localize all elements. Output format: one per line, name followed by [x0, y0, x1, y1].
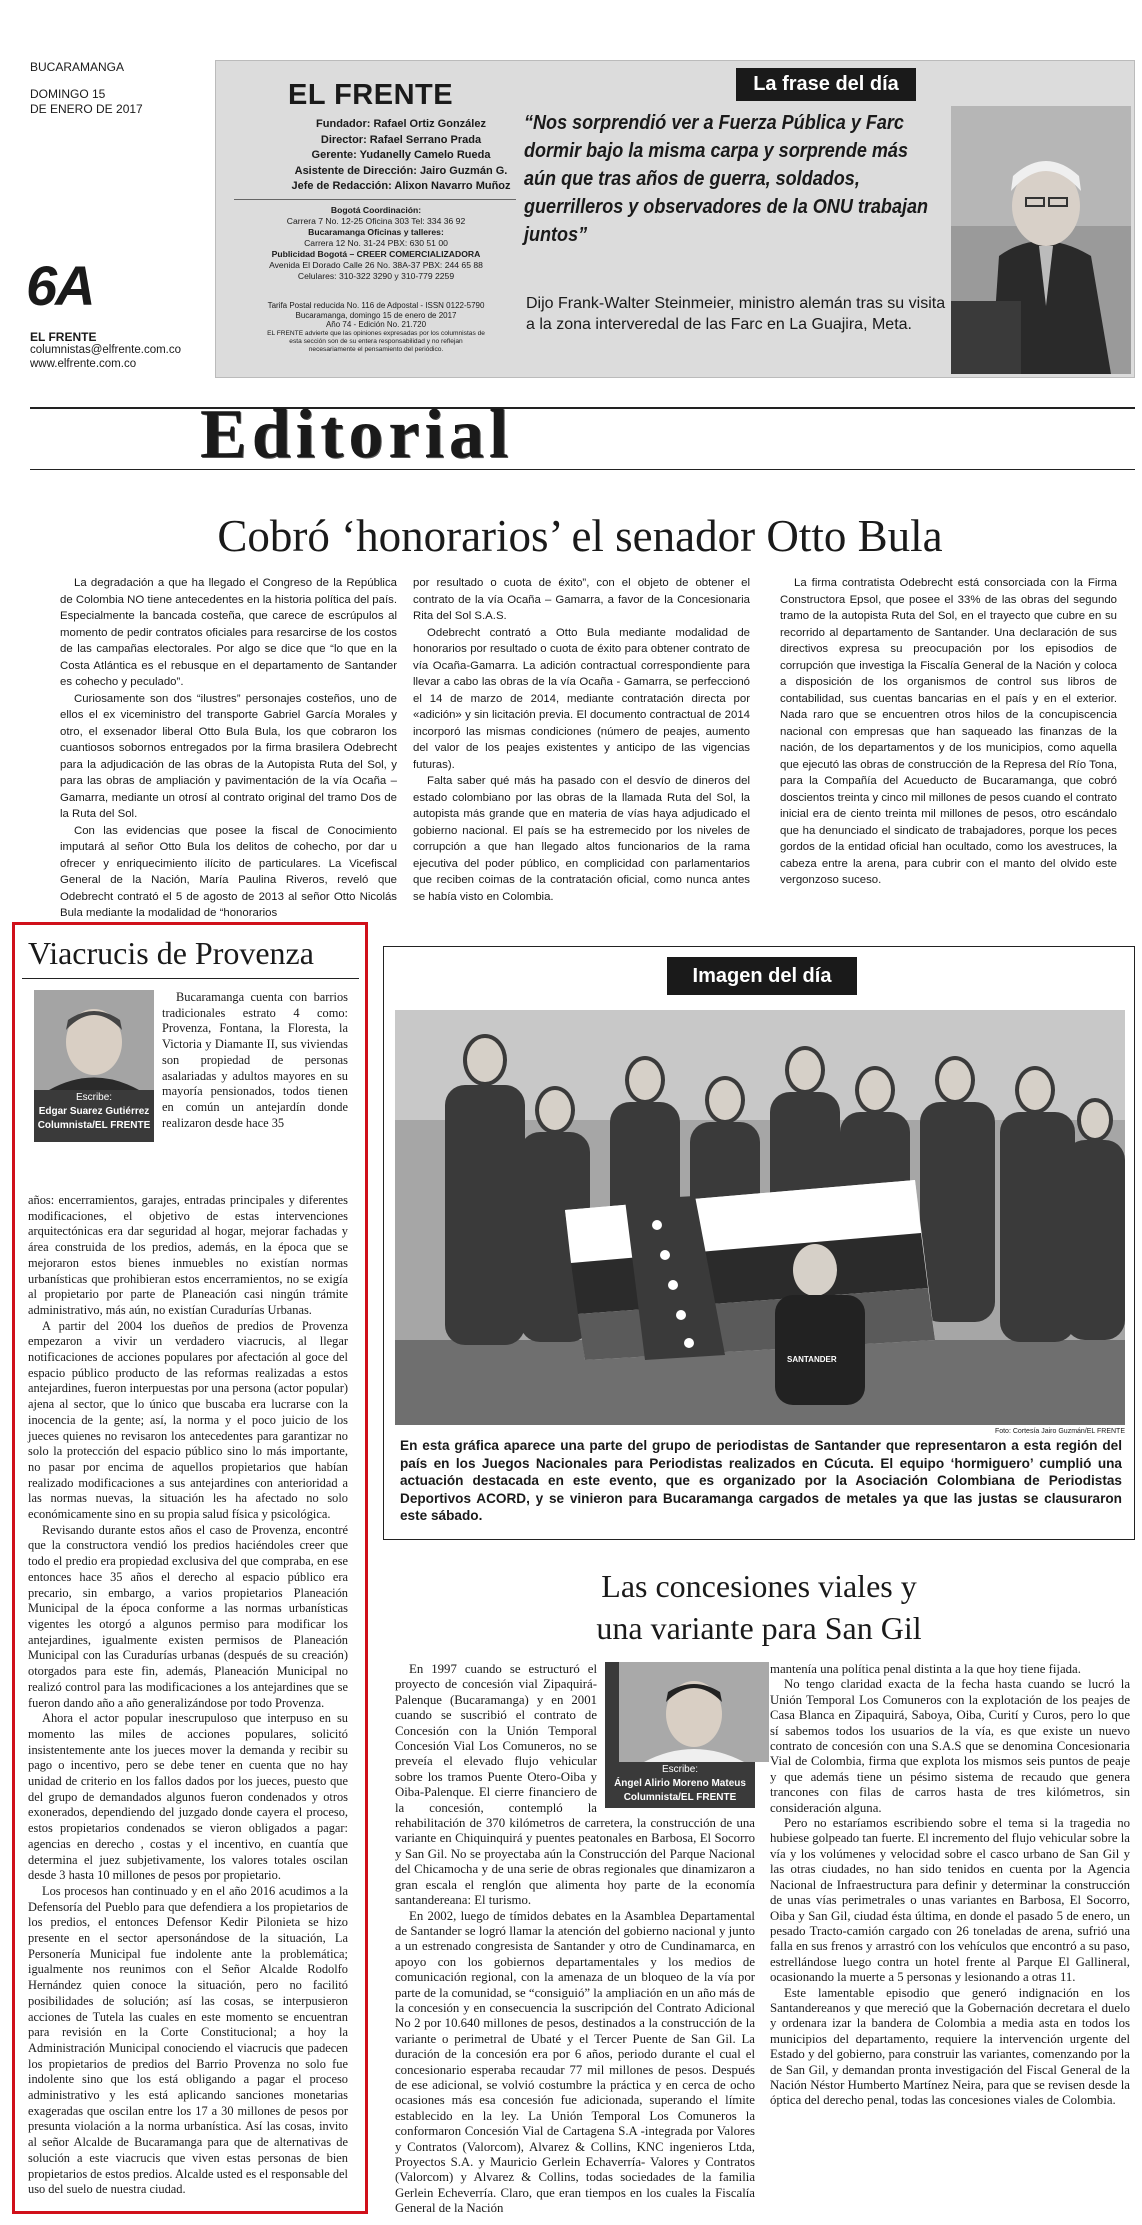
- group-photo-illustration: [395, 1010, 1125, 1425]
- contact-line: Publicidad Bogotá – CREER COMERCIALIZADORA: [271, 249, 481, 259]
- staff-line: Director: Rafael Serrano Prada: [320, 133, 482, 146]
- viacrucis-paragraph: años: encerramientos, garajes, entradas principales y diferentes modificaciones, el objetivo de estas intervenciones arquitectónicas era dar seguridad al hogar, mejorar fachadas y área construida de los predios, además, en la época que se mejoraron estos bienes inmuebles no existían normas urbanísticas que prohibieran estos encerramientos, no se exigía al propietario por parte de Planeación casi ningún trámite administrativo, más aún, no existían Curadurías Urbanas.: [28, 1193, 348, 1317]
- editorial-headline: Cobró ‘honorarios’ el senador Otto Bula: [217, 511, 943, 561]
- legal-line: esta sección son de su entera responsabilidad y no reflejan: [289, 337, 463, 345]
- frase-attribution: Dijo Frank-Walter Steinmeier, ministro alemán tras su visita a la zona interveredal de las Farc en La Guajira, Meta.: [526, 295, 946, 333]
- concesiones-paragraph: En 2002, luego de tímidos debates en la Asamblea Departamental de Santander se logró llamar la atención del gobierno nacional y junto a un estrenado congresista de Santander y otro de Cundinamarca, en apoyo con los gobiernos departamentales y los medios de comunicación regional, con la amenaza de un bloqueo de la vía por parte de la comunidad, se “consiguió” la ampliación en un año más de la concesión y en consecuencia la suscripción del Contrato Adicional No 2 por 10.640 millones de pesos, destinados a la construcción de la variante o perimetral de Ubaté y el Tercer Puente de San Gil. La duración de la concesión era por 6 años, periodo durante el cual el concesionario esperaba recaudar 77 mil millones de pesos. Después de ese adicional, se volvió costumbre la práctica y en cerca de ocho ocasiones más esa concesión fue adicionada, superando el límite establecido en la ley. La Unión Temporal Los Comuneros la conformaron Concesión Vial de Cartagena S.A -integrada por Valores y Contratos (Valorcom), Alvarez & Collins, KNC ingenieros Ltda, Proyectos S.A. y Mauricio Gerlein Echaverría- Valores y Contratos (Valorcom) y Alvarez & Collins, todas sociedades de la familia Gerlein Echeverría. Claro, que eran tiempos en los cuales la Fiscalía General de la Nación: [395, 1908, 755, 2216]
- viacrucis-body: [28, 1193, 348, 2203]
- contact-line: Celulares: 310-322 3290 y 310-779 2259: [297, 271, 455, 281]
- legal-line: Bucaramanga, domingo 15 de enero de 2017: [295, 310, 457, 320]
- frase-heading: La frase del día: [736, 68, 916, 101]
- author-name: Edgar Suarez Gutiérrez: [38, 1106, 150, 1117]
- header-dateline: [30, 60, 200, 117]
- page-number: 6A: [26, 254, 94, 317]
- editorial-paragraph: Odebrecht contrató a Otto Bula mediante modalidad de honorarios por resultado o cuota de éxito para obtener contrato de vía Ocaña-Gamarra. La adición contractual correspondiente para llevar a cabo las obras de la vía Ocaña - Gamarra, se perfeccionó el 14 de marzo de 2014, mediante contratación directa por «adición» y sin licitación previa. El documento contractual de 2014 incorporó las mismas condiciones (número de peajes, aumento del valor de los peajes existentes y anticipo de las vigencias futuras).: [413, 626, 750, 771]
- section-top-rule: [30, 407, 1135, 409]
- author-role: Columnista/EL FRENTE: [623, 1792, 737, 1803]
- author-photo-moreno: [605, 1662, 755, 1808]
- legal-line: Año 74 - Edición No. 21.720: [325, 320, 427, 330]
- legal-line: Tarifa Postal reducida No. 116 de Adpostal - ISSN 0122-5790: [267, 301, 485, 310]
- staff-line: Fundador: Rafael Ortiz González: [316, 118, 486, 130]
- editorial-paragraph: La degradación a que ha llegado el Congreso de la República de Colombia NO tiene antecedentes en la historia política del país. Especialmente la bancada costeña, que carece de escrúpulos al momento de pedir contratos oficiales para resarcirse de los costos de las campañas electorales. Por algo se dice que “lo que en la Costa Atlántica es el rebusque en el departamento de Santander es cohecho y peculado”.: [60, 577, 397, 688]
- viacrucis-title-rule: [22, 978, 359, 979]
- editorial-paragraph: La firma contratista Odebrecht está consorciada con la Firma Constructora Epsol, que posee el 33% de las obras del segundo tramo de la autopista Ruta del Sol, en el trayecto que cubre en su recorrido al departamento de Santander. Una declaración de sus directivos expresa su preocupación por los episodios de corrupción que investiga la Fiscalía General de la Nación y coloca a disposición de los organismos de control sus libros de contabilidad, sus cuentas bancarias en el país y en el exterior. Nada raro que se encuentren otros hilos de la concupiscencia nacional con empresas que han saqueado las finanzas de la nación, de los departamentos y de los municipios, como aquella que ejecutó las obras de construcción de la Represa del Río Tona, para la Compañía del Acueducto de Bucaramanga, que cobró doscientos treinta y cinco mil millones de pesos cuando el contrato inicial era de ciento treinta mil millones de pesos, otro escándalo que ha denunciado el sindicato de trabajadores, porque los peces gordos de la entidad oficial han ocultado, como los avestruces, la cabeza entre la arena, para cubrir con el manto del olvido este vergonzoso suceso.: [780, 577, 1117, 886]
- masthead-box: [215, 60, 1135, 378]
- masthead-title: EL FRENTE: [288, 79, 454, 111]
- date-month: DE ENERO DE 2017: [30, 102, 143, 116]
- concesiones-paragraph: mantenía una política penal distinta a la que hoy tiene fijada.: [770, 1662, 1081, 1676]
- shirt-text: SANTANDER: [787, 1355, 837, 1364]
- concesiones-col-1: [395, 1662, 755, 2216]
- legal-line: EL FRENTE advierte que las opiniones expresadas por los columnistas de: [267, 329, 485, 337]
- concesiones-headline-line: Las concesiones viales y: [601, 1568, 917, 1604]
- imagen-heading: Imagen del día: [667, 957, 857, 995]
- masthead-divider: [234, 199, 516, 200]
- contact-line: Carrera 7 No. 12-25 Oficina 303 Tel: 334 36 92: [286, 216, 466, 226]
- contact-line: Carrera 12 No. 31-24 PBX: 630 51 00: [304, 238, 448, 248]
- concesiones-paragraph: En 1997 cuando se estructuró el proyecto de concesión vial Zipaquirá-Palenque (Bucaramanga) y en 2001 cuando se suscribió el contrato de Concesión con la Unión Temporal Concesión Vial Los Comuneros, no se preveía el elevado flujo vehicular sobre los tramos Puente Otero-Oiba y Oiba-Palenque. El cierre financiero de la concesión, contempló la rehabilitación de 370 kilómetros de carretera, la construcción de una variante en Chiquinquirá y puentes peatonales en Barbosa, El Socorro y San Gil. No se proyectaba aún la Construcción del Parque Nacional del Chicamocha y de una serie de obras regionales que dinamizaron a gran escala el renglón que alimenta hoy parte de la economía santandereana: El turismo.: [395, 1662, 755, 1908]
- contact-line: Bucaramanga Oficinas y talleres:: [308, 227, 444, 237]
- masthead-contacts: [226, 205, 526, 282]
- speaker-illustration: [951, 106, 1131, 374]
- imagen-credit: Foto: Cortesía Jairo Guzmán/EL FRENTE: [994, 1428, 1125, 1435]
- viacrucis-lead: [162, 990, 348, 1192]
- author-photo-suarez: [34, 990, 154, 1142]
- header-brand: EL FRENTE: [30, 330, 97, 344]
- concesiones-headline-line: una variante para San Gil: [596, 1610, 922, 1646]
- imagen-caption: En esta gráfica aparece una parte del grupo de periodistas de Santander que representaron a esta región del país en los Juegos Nacionales para Periodistas realizados en Cúcuta. El equipo ‘hormiguero’ cumplió una actuación destacada en este evento, que es organizado por la Asociación Colombiana de Periodistas Deportivos ACORD, y se vinieron para Bucaramanga cargados de metales ya que las justas se clausuraron este sábado.: [400, 1438, 1122, 1523]
- concesiones-paragraph: Este lamentable episodio que generó indignación en los Santandereanos y que mereció que la Gobernación decretara el duelo y ordenara izar la bandera de Colombia a media asta en todos los municipios del departamento, requiere la intervención urgente del Estado y del gobierno, para construir las variantes, comenzando por la de San Gil, y demandan pronta investigación del Fiscal General de la Nación Néstor Humberto Martínez Neira, para que se revisen desde la óptica del derecho penal, todas las concesiones viales de Colombia.: [770, 1985, 1130, 2108]
- lead-paragraph: Bucaramanga cuenta con barrios tradicionales estrato 4 como: Provenza, Fontana, la Floresta, la Victoria y Diamante II, sus viviendas son propiedad de personas asalariadas y adultos mayores en su mayoría pensionados, todos tienen en común un antejardín donde realizaron desde hace 35: [162, 990, 348, 1130]
- viacrucis-paragraph: Revisando durante estos años el caso de Provenza, encontré que la constructora vendió los predios haciéndoles creer que todo el predio era propiedad exclusiva del que compraba, en ese entonces hace 35 años el derecho al espacio público era precario, sin embargo, a varios propietarios Planeación Municipal de la época conforme a las normas urbanísticas vigentes les otorgó a algunos permiso para modificar los antejardines, igualmente existen permisos de Planeación Municipal con las Curadurías urbanas (después de su creación) otorgados para este fin, además, Planeación Municipal no realizó control para las modificaciones a los antejardines que se fueron dando año a año generalizándose por todo Provenza.: [28, 1522, 348, 1710]
- editorial-paragraph: Con las evidencias que posee la fiscal de Conocimiento imputará al señor Otto Bula los delitos de cohecho, por dar u ofrecer y enriquecimiento ilícito de particulares. La Vicefiscal General de la Nación, María Paulina Riveros, reveló que Odebrecht contrató el 5 de agosto de 2013 al señor Otto Nicolás Bula mediante la modalidad de “honorarios: [60, 824, 397, 919]
- editorial-paragraph: por resultado o cuota de éxito”, con el objeto de obtener el contrato de la vía Ocaña – Gamarra, a favor de la Concesionaria Rita del Sol S.A.S.: [413, 577, 750, 622]
- author-name: Ángel Alirio Moreno Mateus: [614, 1778, 746, 1789]
- date-day: DOMINGO 15: [30, 87, 106, 101]
- legal-line: necesariamente el pensamiento del periódico.: [308, 345, 444, 353]
- masthead-legal: [226, 301, 526, 354]
- masthead-staff: [286, 117, 516, 195]
- viacrucis-paragraph: Ahora el actor popular inescrupuloso que interpuso en su momento las miles de acciones populares, solicitó insistentemente ante los jueces mover la demanda y recibir su pago o incentivo, pero se debe tener en cuenta que no hay unidad de criterio en los fallos dados por los jueces, puesto que del grupo de demandados algunos fueron condenados y otros exonerados, dependiendo del juzgado donde cayera el proceso, estos propietarios condenados se vieron obligados a pagar: agencias en derecho , costas y el incentivo, en cuantía que determina el juez subjetivamente, los valores totales oscilan desde 3 hasta 10 millones de pesos por propietario.: [28, 1711, 348, 1883]
- concesiones-col-2: [770, 1662, 1130, 2208]
- concesiones-paragraph: No tengo claridad exacta de la fecha hasta cuando se lucró la Unión Temporal Los Comuneros con la explotación de los peajes de Casa Blanca en Zipaquirá, Saboya, Oiba, Curití y Curos, pero lo que sí sabemos todos los usuarios de la vía, es que existe un nuevo contrato de concesión con una S.A.S que se denomina Concesionaria Vial de Colombia, firma que explota los mismos seis puntos de peaje y que además tiene un pésimo sistema de recaudo que genera trancones con filas de carros hasta de tres kilómetros, sin consideración alguna.: [770, 1677, 1130, 1815]
- editorial-col-3: [780, 575, 1117, 886]
- byline-label: Escribe:: [75, 1092, 113, 1103]
- speaker-photo: [951, 106, 1131, 374]
- editorial-paragraph: Curiosamente son dos “ilustres” personajes costeños, uno de ellos el ex viceministro del transporte Gabriel García Morales y otro, el exsenador liberal Otto Bula Bula, los que cobraron los cuantiosos sobornos entregados por la firma brasilera Odebrecht para la adjudicación de las obras de la Autopista Ruta del Sol, y para las obras de ampliación y pavimentación de la vía Ocaña – Gamarra, mediante un otrosí al contrato original del tramo Dos de la Ruta del Sol.: [60, 692, 397, 820]
- concesiones-headline: [383, 1565, 1135, 1649]
- frase-quote: “Nos sorprendió ver a Fuerza Pública y Farc dormir bajo la misma carpa y sorprende más aún que tras años de guerra, soldados, guerrilleros y observadores de la ONU trabajan juntos”: [524, 111, 929, 246]
- editorial-col-2: [413, 575, 750, 903]
- viacrucis-paragraph: A partir del 2004 los dueños de predios de Provenza empezaron a vivir un verdadero viacrucis, al llegar notificaciones de acciones populares por afectación al goce del espacio público producto de las reformas realizadas a estos antejardines, fueron interpuestas por una persona (actor popular) ajena al sector, que lo único que buscaba era lucrarse con la inocencia de la gente; así, la norma y el poco juicio de los jueces quienes no revisaron los antecedentes para garantizar no solo la protección del espacio público sino lo más importante, no pasar por encima de aquellos propietarios que habían realizado modificaciones a sus antejardines con anterioridad a las normas nuevas, la situación les ha afectado no solo económicamente sino en su propia salud física y psicológica.: [28, 1318, 348, 1522]
- editorial-paragraph: Falta saber qué más ha pasado con el desvío de dineros del estado colombiano por las obras de la llamada Ruta del Sol, la autopista más grande que en materia de vías haya adjudicado el gobierno nacional. El país se ha estremecido por los niveles de corrupción a que han llegado altos funcionarios de la rama ejecutiva del poder público, en complicidad con parlamentarios que reciben coimas de la contratación oficial, como nunca antes se había visto en Colombia.: [413, 775, 750, 903]
- section-title: Editorial: [200, 396, 514, 473]
- contact-line: Bogotá Coordinación:: [330, 205, 422, 215]
- city: BUCARAMANGA: [30, 60, 125, 74]
- concesiones-paragraph: Pero no estaríamos escribiendo sobre el tema si la tragedia no hubiese golpeado tan fuerte. El incremento del flujo vehicular sobre la vía y los volúmenes y velocidad sobre el casco urbano de San Gil y las otras ciudades, no han sido tenidos en cuenta por la Agencia Nacional de Infraestructura para definir y determinar la construcción de unas vías perimetrales o unas variantes en Barbosa, El Socorro, Oiba y San Gil, ciudad ésta última, en donde el pasado 5 de enero, un pesado Tracto-camión cargado con 26 toneladas de arena, sufrió una falla en sus frenos y arrastró con los vehículos que encontró a su paso, estrellándose luego contra un hotel frente al Parque El Gallineral, ocasionando la muerte a 5 personas y lesionando a otras 11.: [770, 1816, 1130, 1985]
- staff-line: Asistente de Dirección: Jairo Guzmán G.: [294, 164, 508, 177]
- group-photo: [395, 1010, 1125, 1425]
- header-website: www.elfrente.com.co: [30, 358, 137, 370]
- staff-line: Jefe de Redacción: Alixon Navarro Muñoz: [291, 180, 511, 193]
- staff-line: Gerente: Yudanelly Camelo Rueda: [311, 149, 491, 162]
- viacrucis-title: Viacrucis de Provenza: [28, 935, 314, 971]
- viacrucis-paragraph: Los procesos han continuado y en el año 2016 acudimos a la Defensoría del Pueblo para que defendiera a los propietarios de los predios, el entonces Defensor Kedir Pilonieta se hizo presente en el sector apersonándose de la situación, La Personería Municipal fue indolente ante la problemática; igualmente nos reunimos con el Señor Alcalde Rodolfo Hernández quien conoce la situación, pero no facilitó posibilidades de solución; así las cosas, se interpusieron acciones de Tutela las cuales en este momento se encuentran para revisión en la Corte Constitucional; a hoy la Administración Municipal conociendo el viacrucis que padecen los propietarios de predios del Barrio Provenza no solo fue indolente sino que los está obligando a pagar el proceso administrativo y les está aplicando sanciones monetarias exageradas que oscilan entre los 17 a 30 millones de pesos por presunta violación a la norma urbanística. Así las cosas, invito al señor Alcalde de Bucaramanga para que de alternativas de solución a este viacrucis que viven estas personas de bien propietarios de estos predios. Alcalde usted es el responsable del uso del suelo de nuestra ciudad.: [28, 1883, 349, 2197]
- editorial-col-1: [60, 575, 397, 919]
- section-bottom-rule: [30, 469, 1135, 470]
- contact-line: Avenida El Dorado Calle 26 No. 38A-37 PBX: 244 65 88: [269, 260, 483, 270]
- avatar: [34, 990, 154, 1090]
- author-role: Columnista/EL FRENTE: [37, 1120, 151, 1131]
- byline-label: Escribe:: [661, 1764, 699, 1775]
- header-email: columnistas@elfrente.com.co: [30, 344, 182, 356]
- avatar: [619, 1662, 769, 1762]
